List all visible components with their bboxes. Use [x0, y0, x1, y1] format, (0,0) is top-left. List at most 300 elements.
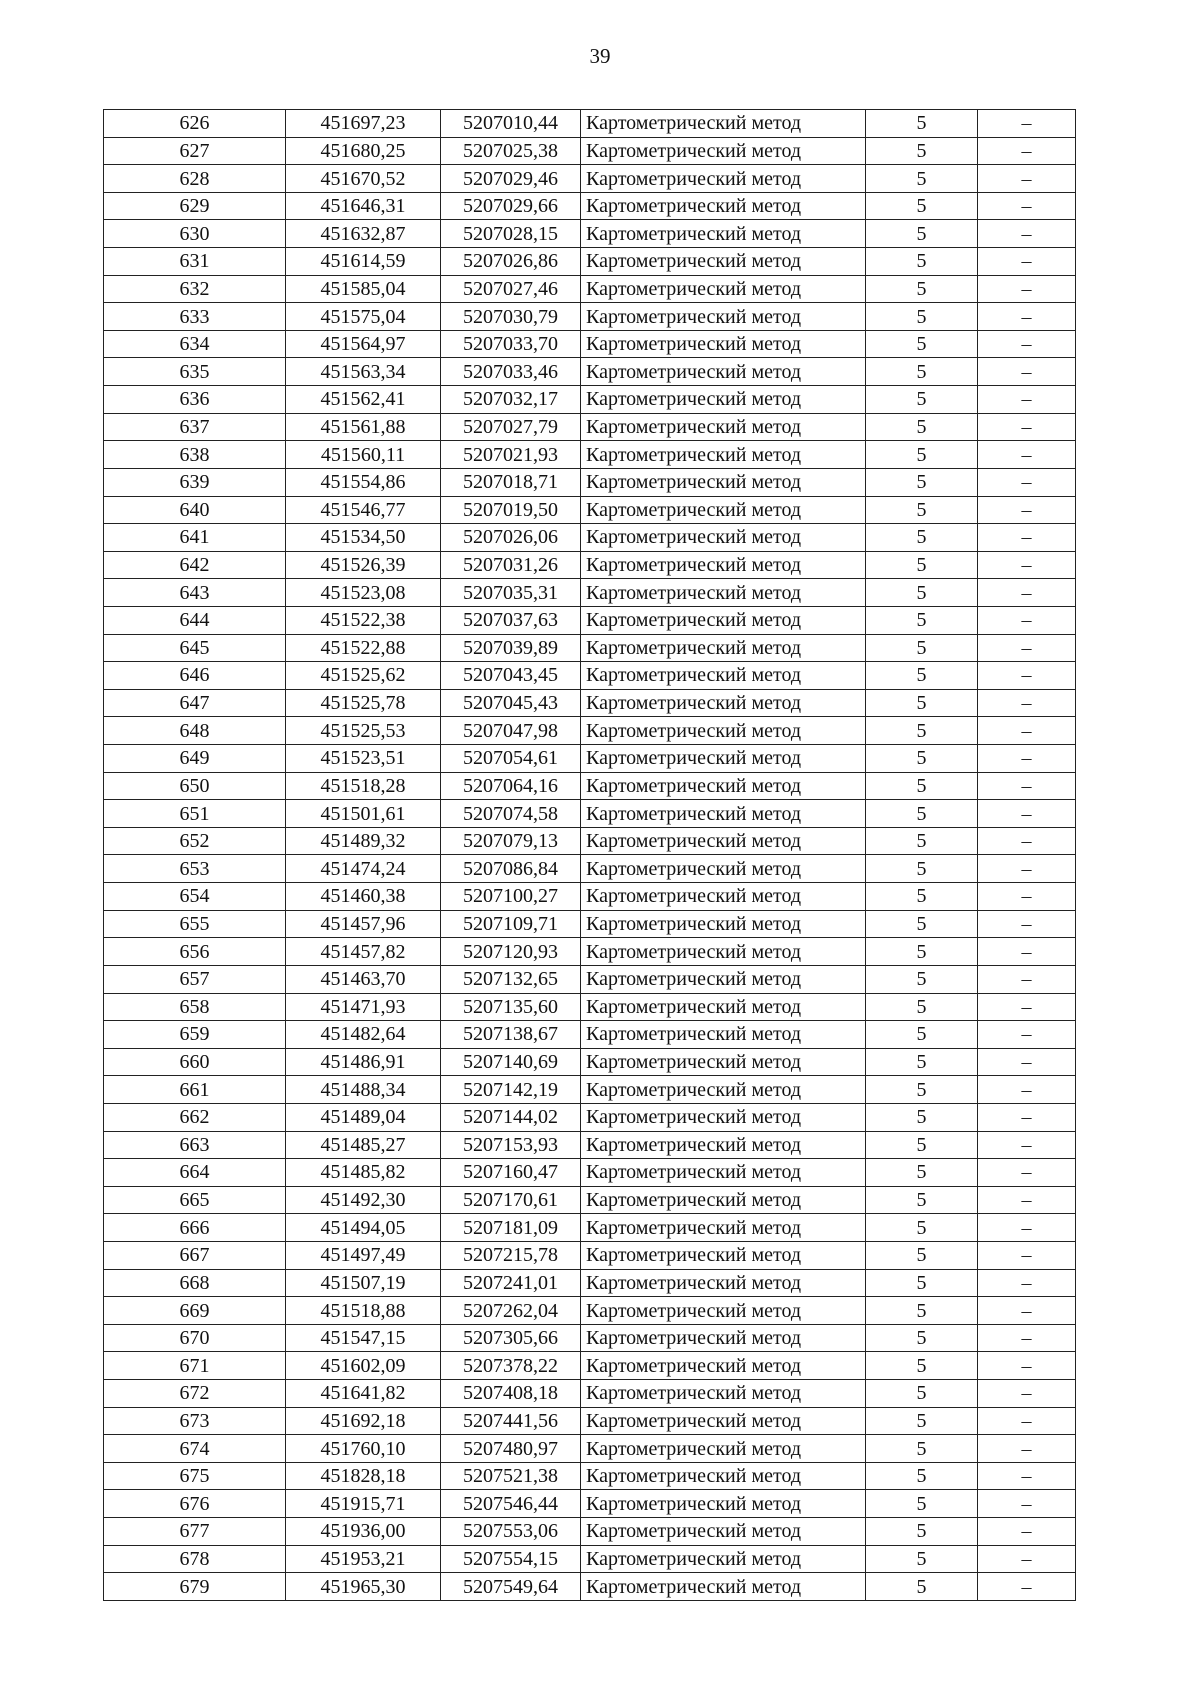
table-row [104, 1545, 1076, 1573]
accuracy-cell: 5 [866, 717, 978, 745]
method-cell: Картометрический метод [581, 1545, 866, 1573]
table-row [104, 993, 1076, 1021]
point-number-cell: 643 [104, 579, 286, 607]
note-cell: – [978, 220, 1076, 248]
x-coordinate-cell: 451632,87 [286, 220, 441, 248]
table-row [104, 1297, 1076, 1325]
y-coordinate-cell: 5207408,18 [441, 1380, 581, 1408]
y-coordinate-cell: 5207086,84 [441, 855, 581, 883]
method-cell: Картометрический метод [581, 220, 866, 248]
x-coordinate-cell: 451489,32 [286, 827, 441, 855]
method-cell: Картометрический метод [581, 330, 866, 358]
table-row [104, 220, 1076, 248]
note-cell: – [978, 772, 1076, 800]
x-coordinate-cell: 451680,25 [286, 137, 441, 165]
accuracy-cell: 5 [866, 800, 978, 828]
accuracy-cell: 5 [866, 1103, 978, 1131]
note-cell: – [978, 1573, 1076, 1601]
method-cell: Картометрический метод [581, 137, 866, 165]
note-cell: – [978, 441, 1076, 469]
point-number-cell: 637 [104, 413, 286, 441]
note-cell: – [978, 1352, 1076, 1380]
x-coordinate-cell: 451560,11 [286, 441, 441, 469]
point-number-cell: 653 [104, 855, 286, 883]
point-number-cell: 645 [104, 634, 286, 662]
accuracy-cell: 5 [866, 1159, 978, 1187]
method-cell: Картометрический метод [581, 441, 866, 469]
x-coordinate-cell: 451492,30 [286, 1186, 441, 1214]
accuracy-cell: 5 [866, 579, 978, 607]
method-cell: Картометрический метод [581, 1214, 866, 1242]
y-coordinate-cell: 5207026,86 [441, 248, 581, 276]
method-cell: Картометрический метод [581, 689, 866, 717]
note-cell: – [978, 883, 1076, 911]
y-coordinate-cell: 5207074,58 [441, 800, 581, 828]
accuracy-cell: 5 [866, 1048, 978, 1076]
point-number-cell: 676 [104, 1490, 286, 1518]
table-row [104, 110, 1076, 138]
accuracy-cell: 5 [866, 1241, 978, 1269]
note-cell: – [978, 1241, 1076, 1269]
table-row [104, 800, 1076, 828]
y-coordinate-cell: 5207033,46 [441, 358, 581, 386]
table-row [104, 1380, 1076, 1408]
table-row [104, 1407, 1076, 1435]
accuracy-cell: 5 [866, 330, 978, 358]
method-cell: Картометрический метод [581, 1048, 866, 1076]
method-cell: Картометрический метод [581, 1380, 866, 1408]
x-coordinate-cell: 451497,49 [286, 1241, 441, 1269]
method-cell: Картометрический метод [581, 1241, 866, 1269]
y-coordinate-cell: 5207054,61 [441, 745, 581, 773]
table-row [104, 855, 1076, 883]
table-row [104, 137, 1076, 165]
y-coordinate-cell: 5207045,43 [441, 689, 581, 717]
table-row [104, 1352, 1076, 1380]
accuracy-cell: 5 [866, 1352, 978, 1380]
y-coordinate-cell: 5207160,47 [441, 1159, 581, 1187]
point-number-cell: 649 [104, 745, 286, 773]
note-cell: – [978, 248, 1076, 276]
method-cell: Картометрический метод [581, 800, 866, 828]
y-coordinate-cell: 5207018,71 [441, 468, 581, 496]
method-cell: Картометрический метод [581, 745, 866, 773]
point-number-cell: 651 [104, 800, 286, 828]
point-number-cell: 669 [104, 1297, 286, 1325]
note-cell: – [978, 137, 1076, 165]
point-number-cell: 665 [104, 1186, 286, 1214]
point-number-cell: 663 [104, 1131, 286, 1159]
accuracy-cell: 5 [866, 1380, 978, 1408]
x-coordinate-cell: 451534,50 [286, 524, 441, 552]
x-coordinate-cell: 451457,82 [286, 938, 441, 966]
table-row [104, 192, 1076, 220]
x-coordinate-cell: 451522,88 [286, 634, 441, 662]
method-cell: Картометрический метод [581, 386, 866, 414]
x-coordinate-cell: 451697,23 [286, 110, 441, 138]
method-cell: Картометрический метод [581, 772, 866, 800]
method-cell: Картометрический метод [581, 358, 866, 386]
point-number-cell: 671 [104, 1352, 286, 1380]
x-coordinate-cell: 451525,53 [286, 717, 441, 745]
x-coordinate-cell: 451474,24 [286, 855, 441, 883]
accuracy-cell: 5 [866, 965, 978, 993]
accuracy-cell: 5 [866, 883, 978, 911]
accuracy-cell: 5 [866, 110, 978, 138]
point-number-cell: 641 [104, 524, 286, 552]
x-coordinate-cell: 451471,93 [286, 993, 441, 1021]
point-number-cell: 664 [104, 1159, 286, 1187]
x-coordinate-cell: 451546,77 [286, 496, 441, 524]
table-row [104, 1241, 1076, 1269]
accuracy-cell: 5 [866, 275, 978, 303]
method-cell: Картометрический метод [581, 1131, 866, 1159]
table-row [104, 1518, 1076, 1546]
note-cell: – [978, 965, 1076, 993]
accuracy-cell: 5 [866, 1186, 978, 1214]
accuracy-cell: 5 [866, 386, 978, 414]
point-number-cell: 661 [104, 1076, 286, 1104]
x-coordinate-cell: 451575,04 [286, 303, 441, 331]
table-row [104, 1103, 1076, 1131]
point-number-cell: 677 [104, 1518, 286, 1546]
table-row [104, 165, 1076, 193]
x-coordinate-cell: 451485,82 [286, 1159, 441, 1187]
x-coordinate-cell: 451562,41 [286, 386, 441, 414]
point-number-cell: 630 [104, 220, 286, 248]
note-cell: – [978, 910, 1076, 938]
x-coordinate-cell: 451670,52 [286, 165, 441, 193]
x-coordinate-cell: 451563,34 [286, 358, 441, 386]
note-cell: – [978, 1518, 1076, 1546]
method-cell: Картометрический метод [581, 1573, 866, 1601]
table-row [104, 1324, 1076, 1352]
y-coordinate-cell: 5207546,44 [441, 1490, 581, 1518]
note-cell: – [978, 689, 1076, 717]
note-cell: – [978, 165, 1076, 193]
x-coordinate-cell: 451518,28 [286, 772, 441, 800]
x-coordinate-cell: 451585,04 [286, 275, 441, 303]
y-coordinate-cell: 5207064,16 [441, 772, 581, 800]
coordinates-table [103, 109, 1076, 1601]
accuracy-cell: 5 [866, 745, 978, 773]
y-coordinate-cell: 5207135,60 [441, 993, 581, 1021]
page-number: 39 [589, 44, 611, 68]
y-coordinate-cell: 5207305,66 [441, 1324, 581, 1352]
point-number-cell: 670 [104, 1324, 286, 1352]
table-row [104, 1159, 1076, 1187]
table-row [104, 468, 1076, 496]
x-coordinate-cell: 451828,18 [286, 1462, 441, 1490]
point-number-cell: 650 [104, 772, 286, 800]
note-cell: – [978, 662, 1076, 690]
method-cell: Картометрический метод [581, 1021, 866, 1049]
method-cell: Картометрический метод [581, 1462, 866, 1490]
table-row [104, 441, 1076, 469]
table-row [104, 303, 1076, 331]
accuracy-cell: 5 [866, 1297, 978, 1325]
point-number-cell: 642 [104, 551, 286, 579]
note-cell: – [978, 1462, 1076, 1490]
x-coordinate-cell: 451561,88 [286, 413, 441, 441]
accuracy-cell: 5 [866, 689, 978, 717]
accuracy-cell: 5 [866, 165, 978, 193]
accuracy-cell: 5 [866, 413, 978, 441]
note-cell: – [978, 1407, 1076, 1435]
point-number-cell: 672 [104, 1380, 286, 1408]
note-cell: – [978, 496, 1076, 524]
accuracy-cell: 5 [866, 551, 978, 579]
point-number-cell: 647 [104, 689, 286, 717]
note-cell: – [978, 855, 1076, 883]
y-coordinate-cell: 5207033,70 [441, 330, 581, 358]
method-cell: Картометрический метод [581, 1159, 866, 1187]
method-cell: Картометрический метод [581, 634, 866, 662]
table-row [104, 1490, 1076, 1518]
point-number-cell: 659 [104, 1021, 286, 1049]
accuracy-cell: 5 [866, 1214, 978, 1242]
accuracy-cell: 5 [866, 303, 978, 331]
point-number-cell: 658 [104, 993, 286, 1021]
x-coordinate-cell: 451482,64 [286, 1021, 441, 1049]
y-coordinate-cell: 5207030,79 [441, 303, 581, 331]
method-cell: Картометрический метод [581, 965, 866, 993]
point-number-cell: 634 [104, 330, 286, 358]
table-row [104, 1214, 1076, 1242]
method-cell: Картометрический метод [581, 165, 866, 193]
accuracy-cell: 5 [866, 1269, 978, 1297]
x-coordinate-cell: 451463,70 [286, 965, 441, 993]
method-cell: Картометрический метод [581, 1407, 866, 1435]
table-row [104, 634, 1076, 662]
table-row [104, 883, 1076, 911]
point-number-cell: 675 [104, 1462, 286, 1490]
note-cell: – [978, 1159, 1076, 1187]
table-row [104, 248, 1076, 276]
note-cell: – [978, 1545, 1076, 1573]
note-cell: – [978, 993, 1076, 1021]
table-row [104, 717, 1076, 745]
table-row [104, 524, 1076, 552]
method-cell: Картометрический метод [581, 910, 866, 938]
y-coordinate-cell: 5207031,26 [441, 551, 581, 579]
accuracy-cell: 5 [866, 1490, 978, 1518]
y-coordinate-cell: 5207109,71 [441, 910, 581, 938]
x-coordinate-cell: 451486,91 [286, 1048, 441, 1076]
table-row [104, 606, 1076, 634]
table-row [104, 275, 1076, 303]
note-cell: – [978, 358, 1076, 386]
accuracy-cell: 5 [866, 1462, 978, 1490]
point-number-cell: 631 [104, 248, 286, 276]
y-coordinate-cell: 5207029,66 [441, 192, 581, 220]
note-cell: – [978, 1380, 1076, 1408]
accuracy-cell: 5 [866, 1076, 978, 1104]
table-row [104, 689, 1076, 717]
note-cell: – [978, 800, 1076, 828]
note-cell: – [978, 717, 1076, 745]
note-cell: – [978, 634, 1076, 662]
accuracy-cell: 5 [866, 1545, 978, 1573]
method-cell: Картометрический метод [581, 1269, 866, 1297]
point-number-cell: 678 [104, 1545, 286, 1573]
point-number-cell: 627 [104, 137, 286, 165]
x-coordinate-cell: 451507,19 [286, 1269, 441, 1297]
y-coordinate-cell: 5207029,46 [441, 165, 581, 193]
note-cell: – [978, 1297, 1076, 1325]
accuracy-cell: 5 [866, 192, 978, 220]
table-row [104, 1462, 1076, 1490]
y-coordinate-cell: 5207120,93 [441, 938, 581, 966]
table-row [104, 413, 1076, 441]
accuracy-cell: 5 [866, 772, 978, 800]
note-cell: – [978, 303, 1076, 331]
method-cell: Картометрический метод [581, 938, 866, 966]
x-coordinate-cell: 451494,05 [286, 1214, 441, 1242]
table-row [104, 1186, 1076, 1214]
method-cell: Картометрический метод [581, 551, 866, 579]
note-cell: – [978, 1269, 1076, 1297]
y-coordinate-cell: 5207047,98 [441, 717, 581, 745]
accuracy-cell: 5 [866, 1324, 978, 1352]
accuracy-cell: 5 [866, 468, 978, 496]
point-number-cell: 660 [104, 1048, 286, 1076]
x-coordinate-cell: 451525,62 [286, 662, 441, 690]
x-coordinate-cell: 451953,21 [286, 1545, 441, 1573]
y-coordinate-cell: 5207262,04 [441, 1297, 581, 1325]
x-coordinate-cell: 451554,86 [286, 468, 441, 496]
note-cell: – [978, 275, 1076, 303]
note-cell: – [978, 1048, 1076, 1076]
note-cell: – [978, 1076, 1076, 1104]
accuracy-cell: 5 [866, 827, 978, 855]
table-row [104, 1269, 1076, 1297]
x-coordinate-cell: 451936,00 [286, 1518, 441, 1546]
y-coordinate-cell: 5207035,31 [441, 579, 581, 607]
accuracy-cell: 5 [866, 910, 978, 938]
note-cell: – [978, 1186, 1076, 1214]
point-number-cell: 646 [104, 662, 286, 690]
y-coordinate-cell: 5207215,78 [441, 1241, 581, 1269]
method-cell: Картометрический метод [581, 717, 866, 745]
method-cell: Картометрический метод [581, 1435, 866, 1463]
point-number-cell: 673 [104, 1407, 286, 1435]
point-number-cell: 679 [104, 1573, 286, 1601]
x-coordinate-cell: 451564,97 [286, 330, 441, 358]
x-coordinate-cell: 451646,31 [286, 192, 441, 220]
method-cell: Картометрический метод [581, 413, 866, 441]
x-coordinate-cell: 451692,18 [286, 1407, 441, 1435]
method-cell: Картометрический метод [581, 1076, 866, 1104]
table-row [104, 910, 1076, 938]
method-cell: Картометрический метод [581, 1352, 866, 1380]
y-coordinate-cell: 5207153,93 [441, 1131, 581, 1159]
x-coordinate-cell: 451641,82 [286, 1380, 441, 1408]
note-cell: – [978, 579, 1076, 607]
note-cell: – [978, 1021, 1076, 1049]
method-cell: Картометрический метод [581, 1490, 866, 1518]
y-coordinate-cell: 5207043,45 [441, 662, 581, 690]
note-cell: – [978, 192, 1076, 220]
point-number-cell: 640 [104, 496, 286, 524]
table-row [104, 745, 1076, 773]
accuracy-cell: 5 [866, 1573, 978, 1601]
point-number-cell: 629 [104, 192, 286, 220]
y-coordinate-cell: 5207027,79 [441, 413, 581, 441]
table-body [104, 110, 1076, 1601]
x-coordinate-cell: 451915,71 [286, 1490, 441, 1518]
x-coordinate-cell: 451489,04 [286, 1103, 441, 1131]
x-coordinate-cell: 451523,08 [286, 579, 441, 607]
table-row [104, 551, 1076, 579]
x-coordinate-cell: 451526,39 [286, 551, 441, 579]
table-row [104, 772, 1076, 800]
x-coordinate-cell: 451485,27 [286, 1131, 441, 1159]
method-cell: Картометрический метод [581, 524, 866, 552]
y-coordinate-cell: 5207144,02 [441, 1103, 581, 1131]
y-coordinate-cell: 5207010,44 [441, 110, 581, 138]
y-coordinate-cell: 5207027,46 [441, 275, 581, 303]
method-cell: Картометрический метод [581, 827, 866, 855]
y-coordinate-cell: 5207100,27 [441, 883, 581, 911]
table-row [104, 1048, 1076, 1076]
method-cell: Картометрический метод [581, 1186, 866, 1214]
note-cell: – [978, 1490, 1076, 1518]
note-cell: – [978, 551, 1076, 579]
table-row [104, 1435, 1076, 1463]
note-cell: – [978, 606, 1076, 634]
y-coordinate-cell: 5207039,89 [441, 634, 581, 662]
method-cell: Картометрический метод [581, 1297, 866, 1325]
note-cell: – [978, 413, 1076, 441]
table-row [104, 827, 1076, 855]
table-row [104, 662, 1076, 690]
y-coordinate-cell: 5207441,56 [441, 1407, 581, 1435]
x-coordinate-cell: 451547,15 [286, 1324, 441, 1352]
point-number-cell: 674 [104, 1435, 286, 1463]
note-cell: – [978, 468, 1076, 496]
accuracy-cell: 5 [866, 220, 978, 248]
point-number-cell: 654 [104, 883, 286, 911]
x-coordinate-cell: 451457,96 [286, 910, 441, 938]
y-coordinate-cell: 5207521,38 [441, 1462, 581, 1490]
method-cell: Картометрический метод [581, 1324, 866, 1352]
method-cell: Картометрический метод [581, 883, 866, 911]
point-number-cell: 626 [104, 110, 286, 138]
table-row [104, 330, 1076, 358]
x-coordinate-cell: 451522,38 [286, 606, 441, 634]
y-coordinate-cell: 5207021,93 [441, 441, 581, 469]
point-number-cell: 662 [104, 1103, 286, 1131]
accuracy-cell: 5 [866, 137, 978, 165]
method-cell: Картометрический метод [581, 1518, 866, 1546]
point-number-cell: 639 [104, 468, 286, 496]
y-coordinate-cell: 5207553,06 [441, 1518, 581, 1546]
table-row [104, 386, 1076, 414]
point-number-cell: 667 [104, 1241, 286, 1269]
point-number-cell: 657 [104, 965, 286, 993]
method-cell: Картометрический метод [581, 662, 866, 690]
point-number-cell: 636 [104, 386, 286, 414]
accuracy-cell: 5 [866, 496, 978, 524]
x-coordinate-cell: 451602,09 [286, 1352, 441, 1380]
y-coordinate-cell: 5207170,61 [441, 1186, 581, 1214]
point-number-cell: 652 [104, 827, 286, 855]
accuracy-cell: 5 [866, 441, 978, 469]
y-coordinate-cell: 5207140,69 [441, 1048, 581, 1076]
note-cell: – [978, 1131, 1076, 1159]
point-number-cell: 666 [104, 1214, 286, 1242]
